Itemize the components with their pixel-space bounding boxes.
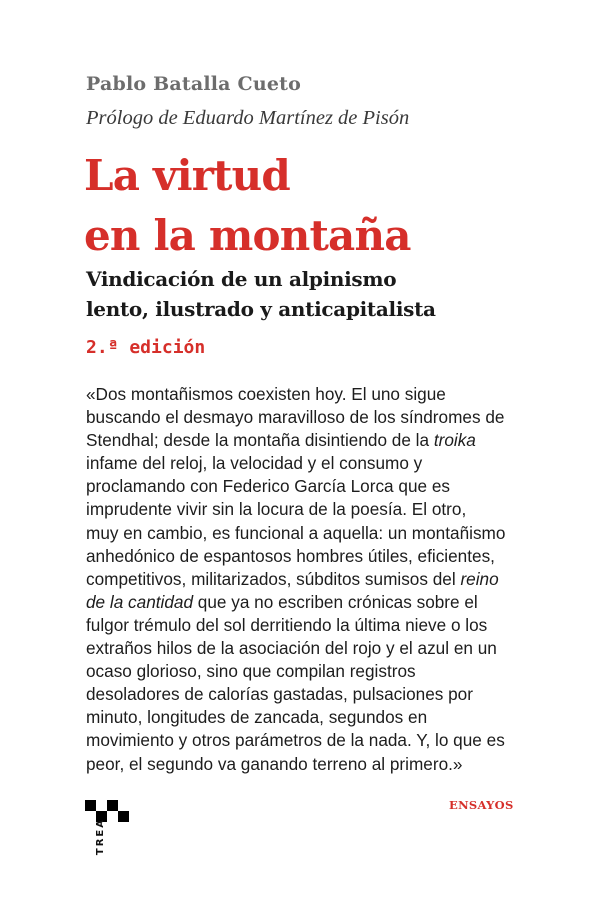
quote-line: «Dos montañismos coexisten hoy. El uno sigue — [86, 384, 446, 404]
quote-line: desoladores de calorías gastadas, pulsaciones por — [86, 684, 473, 705]
quote-text: que ya no escriben crónicas sobre el — [193, 591, 478, 612]
quote-italic: reino — [460, 568, 499, 589]
quote-line: infame del reloj, la velocidad y el consumo y — [86, 453, 423, 474]
subtitle-line-1: Vindicación de un alpinismo — [86, 267, 397, 291]
quote-line: muy en cambio, es funcional a aquella: un montañismo — [86, 522, 506, 543]
quote-line — [86, 591, 526, 614]
quote-text: Stendhal; desde la montaña disintiendo de la — [86, 430, 434, 451]
title-line-1: La virtud — [84, 151, 290, 200]
quote-line: minuto, longitudes de zancada, segundos en — [86, 707, 428, 728]
quote-text: competitivos, militarizados, súbditos sumisos del — [86, 568, 461, 589]
quote-line: ocaso glorioso, sino que compilan registros — [86, 661, 416, 682]
quote-italic: troika — [433, 430, 476, 451]
series-label: ENSAYOS — [449, 798, 514, 812]
quote-italic: de la cantidad — [86, 591, 194, 612]
quote-line: proclamando con Federico García Lorca que es — [86, 476, 451, 497]
quote-line: movimiento y otros parámetros de la nada. Y, lo que es — [86, 730, 505, 751]
title-line-2: en la montaña — [84, 211, 411, 260]
publisher-name: TREA — [95, 818, 106, 856]
quote-line: peor, el segundo va ganando terreno al primero.» — [86, 753, 463, 774]
quote-line — [86, 568, 526, 591]
edition-label: 2.ª edición — [86, 337, 206, 358]
logo-square — [85, 800, 96, 811]
prologue-credit: Prólogo de Eduardo Martínez de Pisón — [86, 107, 410, 129]
book-title — [84, 146, 411, 266]
book-subtitle — [86, 264, 436, 324]
quote-line: buscando el desmayo maravilloso de los síndromes de — [86, 407, 505, 428]
logo-square — [118, 811, 129, 822]
blurb-quote — [86, 383, 526, 776]
quote-line: anhedónico de espantosos hombres útiles, eficientes, — [86, 545, 495, 566]
quote-line: imprudente vivir sin la locura de la poesía. El otro, — [86, 499, 467, 520]
quote-line: extraños hilos de la asociación del rojo y el azul en un — [86, 638, 497, 659]
subtitle-line-2: lento, ilustrado y anticapitalista — [86, 297, 436, 321]
logo-square — [107, 800, 118, 811]
author-name: Pablo Batalla Cueto — [86, 73, 301, 95]
quote-line — [86, 429, 526, 452]
quote-line: fulgor trémulo del sol derritiendo la última nieve o los — [86, 614, 488, 635]
